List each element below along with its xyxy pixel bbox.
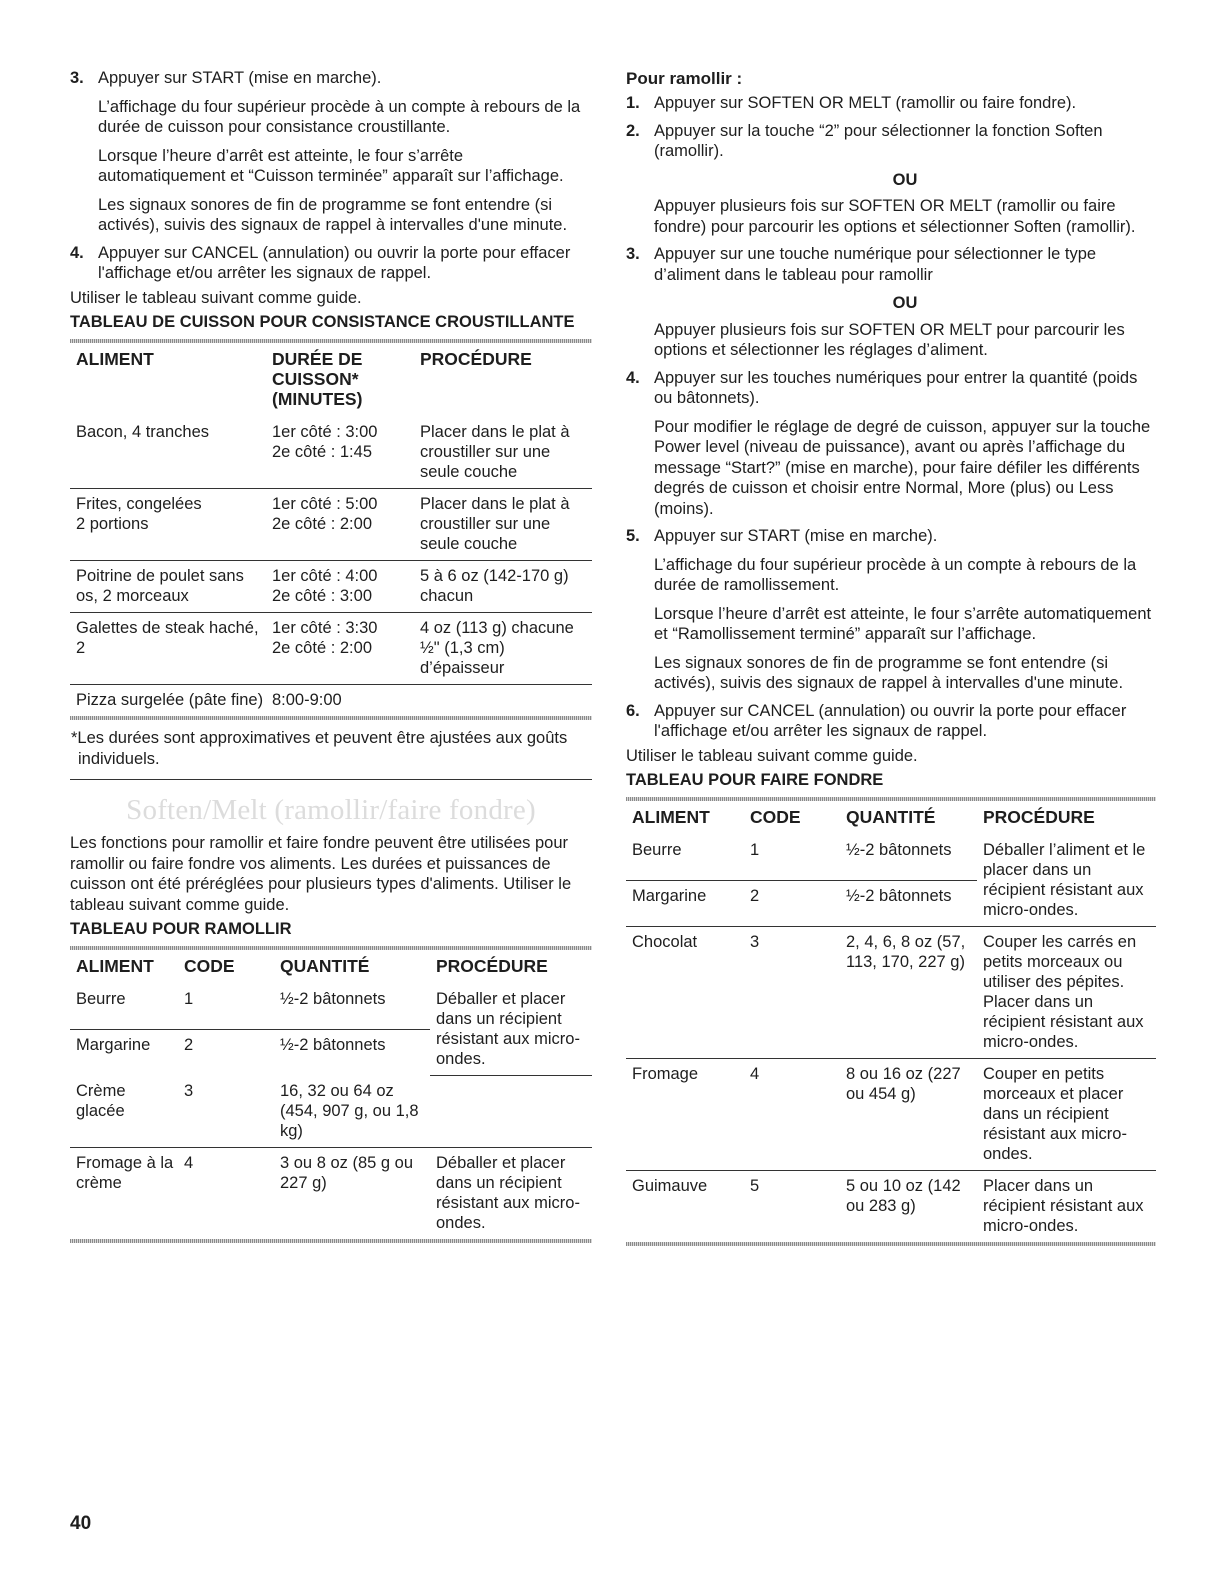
step-text: Appuyer sur une touche numérique pour sélectionner le type d’aliment dans le tableau pour ramollir <box>654 245 1097 284</box>
table-row <box>626 835 1156 880</box>
step-body <box>654 526 1156 694</box>
step-body <box>654 93 1156 114</box>
table-cell: 1er côté : 5:00 2e côté : 2:00 <box>266 489 414 561</box>
step-paragraph: Appuyer plusieurs fois sur SOFTEN OR MELT pour parcourir les options et sélectionner les réglages d’aliment. <box>654 320 1125 359</box>
step-paragraph: Lorsque l’heure d’arrêt est atteinte, le four s’arrête automatiquement et “Cuisson terminée” apparaît sur l’affichage. <box>98 146 564 185</box>
column-header: ALIMENT <box>76 956 154 976</box>
table-cell: 3 <box>178 1076 274 1148</box>
step-number: 1. <box>626 94 640 112</box>
table-row <box>70 613 592 685</box>
step-text: Appuyer sur CANCEL (annulation) ou ouvrir la porte pour effacer l'affichage et/ou arrêter les signaux de rappel. <box>98 243 571 282</box>
table-cell: 5 ou 10 oz (142 ou 283 g) <box>846 1177 961 1215</box>
table-cell: Déballer et placer dans un récipient résistant aux micro-ondes. <box>430 984 592 1076</box>
column-header: PROCÉDURE <box>436 956 548 976</box>
table-cell: ½-2 bâtonnets <box>280 1036 386 1055</box>
table-row <box>70 1147 592 1239</box>
soften-heading: Pour ramollir : <box>626 69 743 88</box>
table-cell: Crème glacée <box>70 1076 178 1148</box>
step-paragraph: Lorsque l’heure d’arrêt est atteinte, le four s’arrête automatiquement et “Ramollissement terminé” apparaît sur l’affichage. <box>654 604 1152 643</box>
step-5 <box>626 526 1156 694</box>
table-cell: Pizza surgelée (pâte fine) <box>76 691 264 709</box>
table-cell: Beurre <box>626 835 744 880</box>
step-paragraph: Les signaux sonores de fin de programme se font entendre (si activés), suivis des signaux de rappel à intervalles d'une minute. <box>654 653 1124 692</box>
table-cell: 2 <box>184 1036 194 1055</box>
crisp-table-title: TABLEAU DE CUISSON POUR CONSISTANCE CROUSTILLANTE <box>70 313 575 331</box>
table-cell: 4 <box>744 1059 840 1171</box>
table-cell: Placer dans un récipient résistant aux micro-ondes. <box>983 1177 1144 1235</box>
table-cell: Beurre <box>70 984 178 1030</box>
table-row <box>70 984 592 1030</box>
column-header: ALIMENT <box>632 807 710 827</box>
step-3 <box>626 244 1156 361</box>
step-3 <box>70 68 592 236</box>
table-cell: Couper en petits morceaux et placer dans un récipient résistant aux micro-ondes. <box>977 1059 1156 1171</box>
table-cell: 8 ou 16 oz (227 ou 454 g) <box>840 1059 977 1171</box>
column-header: CODE <box>184 956 235 976</box>
table-cell: ½-2 bâtonnets <box>840 835 977 880</box>
step-number: 3. <box>70 69 84 87</box>
step-text: Appuyer sur START (mise en marche). <box>98 69 382 87</box>
table-cell: Déballer l’aliment et le placer dans un récipient résistant aux micro-ondes. <box>977 835 1156 927</box>
crisp-table <box>70 343 592 716</box>
table-cell: 2 <box>744 880 840 926</box>
step-paragraph: Les signaux sonores de fin de programme se font entendre (si activés), suivis des signaux de rappel à intervalles d'une minute. <box>98 195 568 234</box>
table-cell: Guimauve <box>632 1177 708 1195</box>
table-cell: Fromage <box>626 1059 744 1171</box>
table-cell: 3 ou 8 oz (85 g ou 227 g) <box>280 1153 414 1192</box>
table-cell: 2, 4, 6, 8 oz (57, 113, 170, 227 g) <box>840 927 977 1059</box>
step-paragraph: Pour modifier le réglage de degré de cuisson, appuyer sur la touche Power level (niveau de puissance), avant ou après l’affichage du message “Start?” (mise en marche), pour faire défiler les différents degrés de cuisson et choisir entre Normal, More (plus) ou Less (moins). <box>654 417 1151 518</box>
step-paragraph: L’affichage du four supérieur procède à un compte à rebours de la durée de ramollissement. <box>654 555 1137 594</box>
table-row <box>626 927 1156 1059</box>
table-cell: Galettes de steak haché, 2 <box>70 613 266 685</box>
table-cell: 4 oz (113 g) chacune ½" (1,3 cm) d’épaisseur <box>414 613 592 685</box>
step-number: 6. <box>626 701 640 720</box>
table-row <box>626 1059 1156 1171</box>
table-header-row <box>70 950 592 984</box>
step-body <box>654 701 1156 742</box>
table-cell: Margarine <box>76 1036 151 1055</box>
table-cell: ½-2 bâtonnets <box>840 880 977 926</box>
section-divider <box>70 779 592 780</box>
step-body <box>654 368 1156 520</box>
intro-paragraph: Les fonctions pour ramollir et faire fondre peuvent être utilisées pour ramollir ou faire fondre vos aliments. Les durées et puissances de cuisson ont été préréglées pour plusieurs types d'aliments. Utiliser le tableau suivant comme guide. <box>70 834 572 914</box>
table-row <box>70 561 592 613</box>
step-text: Appuyer sur la touche “2” pour sélectionner la fonction Soften (ramollir). <box>654 121 1103 160</box>
column-header: PROCÉDURE <box>420 349 532 369</box>
column-header: CODE <box>750 807 801 827</box>
table-row <box>70 685 592 717</box>
column-header: QUANTITÉ <box>280 956 370 976</box>
table-bottom-rule <box>70 716 592 720</box>
table-cell: 1 <box>178 984 274 1030</box>
table-cell: 1er côté : 4:00 2e côté : 3:00 <box>266 561 414 613</box>
melt-table-title: TABLEAU POUR FAIRE FONDRE <box>626 771 884 789</box>
column-header: DURÉE DE CUISSON* (MINUTES) <box>272 349 363 409</box>
table-cell: Couper les carrés en petits morceaux ou utiliser des pépites. Placer dans un récipient résistant aux micro-ondes. <box>977 927 1156 1059</box>
table-cell: Poitrine de poulet sans os, 2 morceaux <box>70 561 266 613</box>
table-cell: 8:00-9:00 <box>272 691 342 709</box>
table-bottom-rule <box>626 1242 1156 1246</box>
step-text: Appuyer sur START (mise en marche). <box>654 527 938 545</box>
or-separator: OU <box>892 294 918 312</box>
melt-table <box>626 801 1156 1242</box>
step-1 <box>626 93 1156 114</box>
step-4 <box>70 243 592 284</box>
table-row <box>626 1171 1156 1243</box>
step-text: Appuyer sur SOFTEN OR MELT (ramollir ou faire fondre). <box>654 94 1077 112</box>
step-number: 3. <box>626 245 640 263</box>
step-paragraph: Appuyer plusieurs fois sur SOFTEN OR MELT (ramollir ou faire fondre) pour parcourir les options et sélectionner Soften (ramollir). <box>654 197 1136 236</box>
step-2 <box>626 121 1156 238</box>
table-cell: 4 <box>184 1153 194 1172</box>
table-cell: 1 <box>744 835 840 880</box>
step-body <box>654 121 1156 238</box>
table-row <box>70 489 592 561</box>
step-4 <box>626 368 1156 520</box>
table-cell: Fromage à la crème <box>76 1153 174 1192</box>
soften-table <box>70 950 592 1239</box>
table-cell: 5 <box>750 1177 760 1195</box>
step-6 <box>626 701 1156 742</box>
step-body <box>654 244 1156 361</box>
guide-text: Utiliser le tableau suivant comme guide. <box>70 288 362 307</box>
table-cell: Bacon, 4 tranches <box>70 417 266 489</box>
or-separator: OU <box>892 170 918 189</box>
step-text: Appuyer sur CANCEL (annulation) ou ouvrir la porte pour effacer l'affichage et/ou arrêter les signaux de rappel. <box>654 701 1127 740</box>
step-number: 4. <box>70 243 84 262</box>
section-title: Soften/Melt (ramollir/faire fondre) <box>126 794 536 826</box>
step-number: 2. <box>626 121 640 140</box>
table-cell: 5 à 6 oz (142-170 g) chacun <box>414 561 592 613</box>
table-cell: Margarine <box>626 880 744 926</box>
table-footnote: *Les durées sont approximatives et peuvent être ajustées aux goûts individuels. <box>71 729 568 768</box>
left-column <box>70 68 592 1243</box>
table-cell: Déballer et placer dans un récipient résistant aux micro-ondes. <box>436 1153 580 1232</box>
table-cell: 1er côté : 3:30 2e côté : 2:00 <box>266 613 414 685</box>
table-cell: Placer dans le plat à croustiller sur une seule couche <box>414 417 592 489</box>
table-cell: Placer dans le plat à croustiller sur une seule couche <box>414 489 592 561</box>
step-number: 5. <box>626 527 640 545</box>
column-header: ALIMENT <box>76 349 154 369</box>
table-row <box>70 1076 592 1148</box>
table-cell: 1er côté : 3:00 2e côté : 1:45 <box>266 417 414 489</box>
guide-text: Utiliser le tableau suivant comme guide. <box>626 746 918 765</box>
soften-table-title: TABLEAU POUR RAMOLLIR <box>70 920 292 938</box>
step-text: Appuyer sur les touches numériques pour entrer la quantité (poids ou bâtonnets). <box>654 368 1138 407</box>
table-cell: 3 <box>744 927 840 1059</box>
right-column <box>626 68 1156 1246</box>
table-cell: Frites, congelées 2 portions <box>70 489 266 561</box>
table-header-row <box>70 343 592 417</box>
step-number: 4. <box>626 368 640 387</box>
table-cell: Chocolat <box>626 927 744 1059</box>
table-cell: 16, 32 ou 64 oz (454, 907 g, ou 1,8 kg) <box>274 1076 430 1148</box>
table-cell: ½-2 bâtonnets <box>274 984 430 1030</box>
table-cell <box>414 685 592 717</box>
table-row <box>70 417 592 489</box>
table-header-row <box>626 801 1156 835</box>
step-paragraph: L’affichage du four supérieur procède à un compte à rebours de la durée de cuisson pour consistance croustillante. <box>98 97 581 136</box>
column-header: PROCÉDURE <box>983 807 1095 827</box>
table-cell <box>430 1076 592 1148</box>
table-bottom-rule <box>70 1239 592 1243</box>
page-number: 40 <box>70 1513 92 1534</box>
column-header: QUANTITÉ <box>846 807 936 827</box>
